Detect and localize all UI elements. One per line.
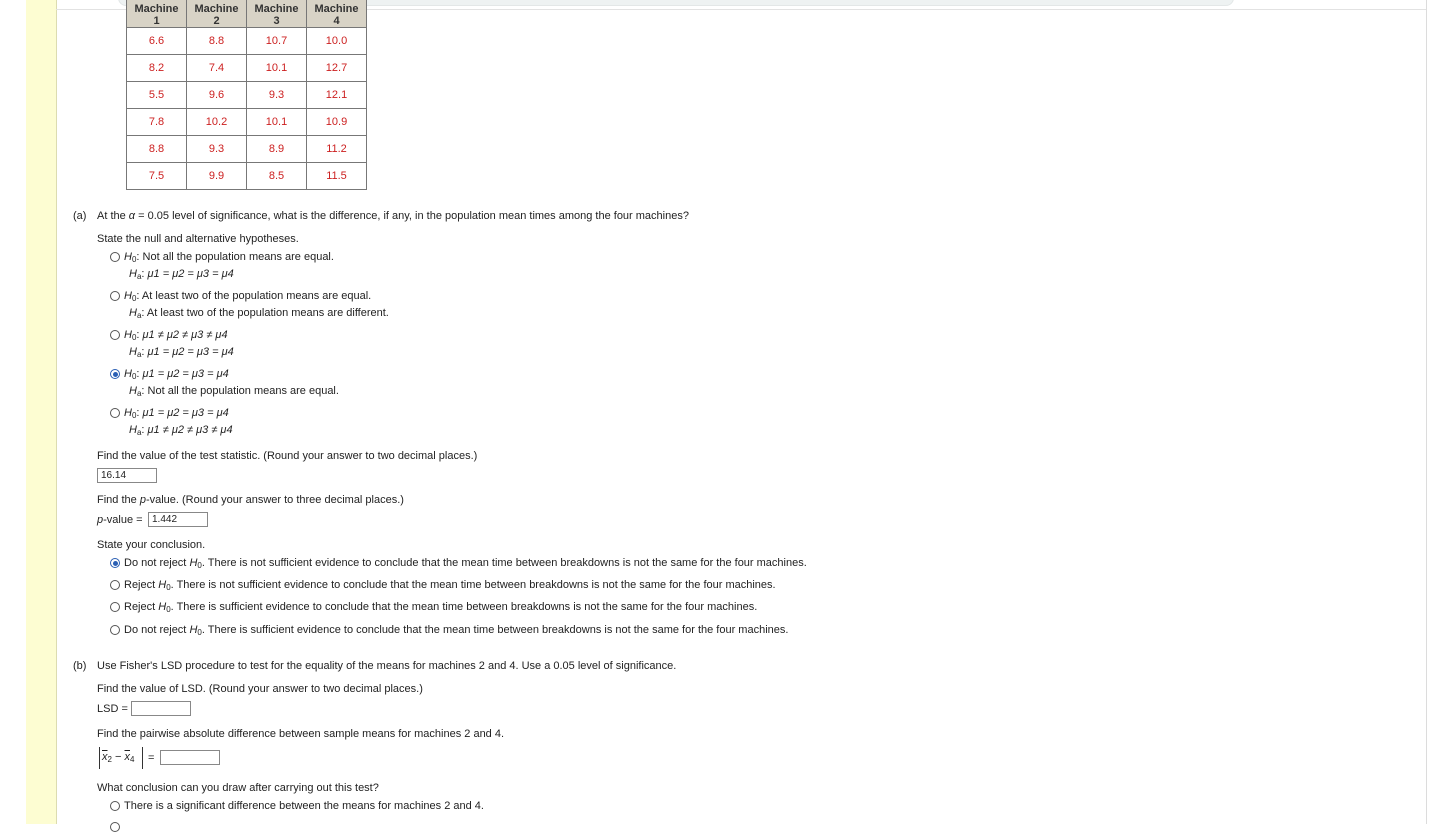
table-header-row: [127, 0, 367, 28]
table-cell: 6.6: [127, 28, 187, 55]
table-cell: 10.2: [187, 109, 247, 136]
content-right-border: [1426, 0, 1427, 824]
conclusion-option-2-text: Reject $H_0$. There is not sufficient evidence to conclude that the mean time between breakdowns is not the same for the four machines.: [124, 579, 776, 592]
hypothesis-option-4-radio[interactable]: [110, 369, 120, 379]
abs-bar-right: [142, 747, 143, 769]
conclusion-prompt: State your conclusion.: [97, 539, 206, 551]
table-row: [127, 136, 367, 163]
part-b-conclusion-prompt: What conclusion can you draw after carrying out this test?: [97, 782, 379, 794]
hypothesis-option-3-h0: $H_0$: μ1 ≠ μ2 ≠ μ3 ≠ μ4: [124, 329, 228, 342]
table-cell: 7.4: [187, 55, 247, 82]
conclusion-option-3-text: Reject $H_0$. There is sufficient evidence to conclude that the mean time between breakdowns is not the same for the four machines.: [124, 601, 758, 614]
table-header-machine-1: Machine 1: [127, 0, 187, 28]
table-cell: 8.8: [187, 28, 247, 55]
table-header-machine-4: Machine 4: [307, 0, 367, 28]
part-b-label: (b): [73, 660, 87, 672]
hypothesis-option-5-ha: $H_a$: μ1 ≠ μ2 ≠ μ3 ≠ μ4: [129, 424, 233, 437]
part-a-question: At the α = 0.05 level of significance, what is the difference, if any, in the population mean times among the four machines?: [97, 210, 689, 222]
abs-bar-left: [99, 747, 100, 769]
test-stat-prompt: Find the value of the test statistic. (Round your answer to two decimal places.): [97, 450, 478, 462]
table-cell: 8.2: [127, 55, 187, 82]
hypothesis-option-3-ha: $H_a$: μ1 = μ2 = μ3 = μ4: [129, 346, 234, 359]
table-cell: 9.6: [187, 82, 247, 109]
table-row: [127, 28, 367, 55]
hypothesis-option-2-ha: $H_a$: At least two of the population means are different.: [129, 307, 389, 320]
conclusion-option-3-radio[interactable]: [110, 602, 120, 612]
question-side-bar: [26, 0, 57, 824]
table-row: [127, 82, 367, 109]
conclusion-option-4-radio[interactable]: [110, 625, 120, 635]
table-cell: 12.1: [307, 82, 367, 109]
diff-prompt: Find the pairwise absolute difference between sample means for machines 2 and 4.: [97, 728, 505, 740]
table-cell: 8.9: [247, 136, 307, 163]
hypothesis-option-3-radio[interactable]: [110, 330, 120, 340]
table-cell: 11.5: [307, 163, 367, 190]
table-cell: 12.7: [307, 55, 367, 82]
hypothesis-option-4-h0: $H_0$: μ1 = μ2 = μ3 = μ4: [124, 368, 229, 381]
diff-input[interactable]: [160, 750, 220, 765]
lsd-prompt: Find the value of LSD. (Round your answer to two decimal places.): [97, 683, 423, 695]
table-cell: 10.1: [247, 55, 307, 82]
pvalue-input[interactable]: 1.442: [148, 512, 208, 527]
table-cell: 9.3: [187, 136, 247, 163]
table-cell: 11.2: [307, 136, 367, 163]
pvalue-label: p-value =: [97, 514, 143, 526]
part-b-conclusion-option-1-text: There is a significant difference between the means for machines 2 and 4.: [124, 800, 484, 812]
table-header-machine-2: Machine 2: [187, 0, 247, 28]
hypothesis-option-5-h0: $H_0$: μ1 = μ2 = μ3 = μ4: [124, 407, 229, 420]
table-cell: 8.5: [247, 163, 307, 190]
machine-data-table: [126, 0, 367, 190]
table-cell: 7.8: [127, 109, 187, 136]
diff-expression: $\overline{x}_2 - \overline{x}_4$: [102, 751, 135, 764]
diff-equals: =: [148, 752, 155, 764]
test-stat-input[interactable]: 16.14: [97, 468, 157, 483]
conclusion-option-4-text: Do not reject $H_0$. There is sufficient evidence to conclude that the mean time between breakdowns is not the same for the four machines.: [124, 624, 789, 637]
hypothesis-option-1-radio[interactable]: [110, 252, 120, 262]
part-a-label: (a): [73, 210, 87, 222]
hypothesis-option-4-ha: $H_a$: Not all the population means are equal.: [129, 385, 339, 398]
pvalue-prompt: Find the p-value. (Round your answer to three decimal places.): [97, 494, 404, 506]
conclusion-option-1-text: Do not reject $H_0$. There is not sufficient evidence to conclude that the mean time between breakdowns is not the same for the four machines.: [124, 557, 807, 570]
table-cell: 10.7: [247, 28, 307, 55]
conclusion-option-2-radio[interactable]: [110, 580, 120, 590]
table-cell: 5.5: [127, 82, 187, 109]
table-cell: 9.3: [247, 82, 307, 109]
lsd-input[interactable]: [131, 701, 191, 716]
table-header-machine-3: Machine 3: [247, 0, 307, 28]
hypothesis-option-1-ha: $H_a$: μ1 = μ2 = μ3 = μ4: [129, 268, 234, 281]
table-cell: 7.5: [127, 163, 187, 190]
hypothesis-option-5-radio[interactable]: [110, 408, 120, 418]
table-cell: 9.9: [187, 163, 247, 190]
part-b-question: Use Fisher's LSD procedure to test for the equality of the means for machines 2 and 4. Use a 0.05 level of significance.: [97, 660, 677, 672]
left-margin: [0, 0, 27, 824]
hypothesis-option-1-h0: $H_0$: Not all the population means are equal.: [124, 251, 334, 264]
conclusion-option-1-radio[interactable]: [110, 558, 120, 568]
hypotheses-prompt: State the null and alternative hypotheses.: [97, 233, 299, 245]
table-cell: 10.9: [307, 109, 367, 136]
hypothesis-option-2-h0: $H_0$: At least two of the population means are equal.: [124, 290, 372, 303]
table-cell: 10.1: [247, 109, 307, 136]
table-row: [127, 163, 367, 190]
part-b-conclusion-option-1-radio[interactable]: [110, 801, 120, 811]
table-row: [127, 55, 367, 82]
hypothesis-option-2-radio[interactable]: [110, 291, 120, 301]
table-cell: 8.8: [127, 136, 187, 163]
lsd-label: LSD =: [97, 703, 128, 715]
table-cell: 10.0: [307, 28, 367, 55]
table-row: [127, 109, 367, 136]
